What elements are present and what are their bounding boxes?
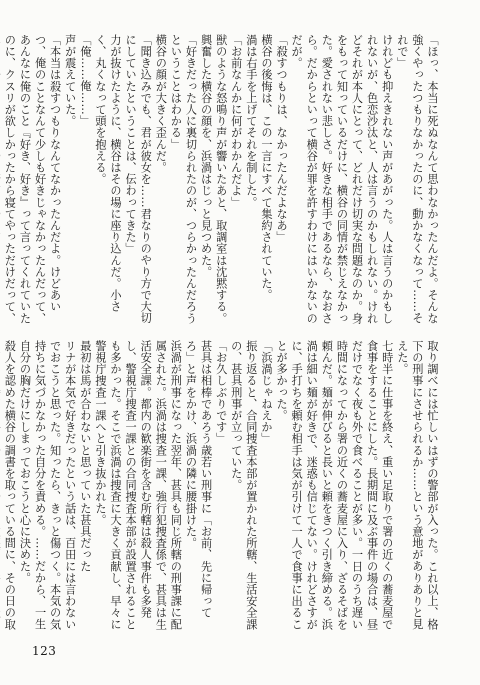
upper-text-column-block <box>3 34 440 330</box>
paragraph: 「殺すつもりは、なかったんだよなあ」 <box>275 34 289 243</box>
paragraph: 渦は右手を上げてそれを制した。 <box>244 34 258 208</box>
paragraph: 力が抜けたように、横谷はその場に座り込んだ。小さく、丸くなって頭を抱える。 <box>93 34 123 313</box>
paragraph: 「本当は殺すつもりなんてなかったんだよ。けどあいつ、俺のことなんて少しも好きじゃなかったんだって、あんなに俺のこと『好き、好き』って言ってくれていたのに、クスリが欲しかったから寝てやっただけだって、 <box>3 34 62 324</box>
paragraph: リナが本気で好きだったという話は、百田には言わないでおこうと思った。知ったら、きっと傷つく。本気の気持ちに気づかなかった自分を責める。……だから、一生自分の胸だけにしまっておこうと心に決めた。 <box>18 340 77 630</box>
paragraph: 取り調べには忙しいはずの警部が入った。これ以上、格下の刑事にさせられるか……という意地がありありと見えた。 <box>395 340 439 630</box>
paragraph: 甚具は相棒であろう歳若い刑事に「お前、先に帰ってろ」と声をかけ、浜渦の隣に腰掛けた。 <box>184 340 213 619</box>
paragraph: 振り返ると、合同捜査本部が置かれた所轄、生活安全課の、甚具刑事が立っていた。 <box>229 340 258 630</box>
paragraph: 横谷の顔が大きく歪んだ。 <box>154 34 168 174</box>
paragraph: 最初は馬が合わないと思っていた甚具だった <box>78 340 92 572</box>
paragraph: 横谷の後悔は、この一言にすべて集約されていた。 <box>259 34 273 301</box>
paragraph: 「好きだった人に裏切られたのが、つらかったんだろうということはわかる」 <box>169 34 198 324</box>
paragraph: 獣のような怒鳴り声が響いたあと、取調室は沈黙する。興奮した横谷の顔を、浜渦はじっと見つめた。 <box>199 34 228 324</box>
lower-text-column-block <box>3 340 440 630</box>
paragraph: 「お前なんかに何がわかんだよ」 <box>229 34 243 208</box>
paragraph: 浜渦が刑事になった翌年、甚具も同じ所轄の刑事課に配属された。浜渦は捜査一課、強行犯捜査係で、甚具は生活安全課。都内の歓楽街を含む所轄は殺人事件も多発し、警視庁捜査一課との合同捜査本部が設置されることも多かった。そこで浜渦は捜査に大きく貢献し、早々に警視庁捜査一課へと引き抜かれた。 <box>93 340 183 630</box>
paragraph: 「ほっ、本当に死ぬなんて思わなかったんだよ。そんな強くやったつもりなかったのに、動かなくなって……それで」 <box>395 34 439 324</box>
paragraph: けれども抑えきれない声があがった。人は言うのかもしれないが、色恋沙汰と、人は言うのかもしれない。けれどそれが本人にとって、どれだけ切実な問題なのか。身をもって知っているだけに、横谷の同情が禁じえなかった。愛されない悲しさ。好きな相手であるなら、なおさら。だからといって横谷が罪を許すわけにはいかないのだが。 <box>290 34 394 324</box>
paragraph: 声が震えていた。 <box>63 34 77 127</box>
paragraph: 七時半に仕事を終え、重い足取りで署の近くの蕎麦屋で食事をすることにした。長期間に及ぶ事件の場合は、昼だけでなく夜も外で食べることが多い。一日のうち遅い時間になってから署の近くの蕎麦屋に入り、ざるそばを頼んだ。麺が伸びると長いと頼をきつく引き締める。浜渦は細い麺が好きで、迷惑も信じてない。けれどさすがに、手打ちを頼む相手は気が引けて一人で食事に出ることが多かった。 <box>275 340 394 630</box>
paragraph: 殺人を認めた横谷の調書を取っている間に、その日の取 <box>3 340 17 630</box>
paragraph: 「聞き込みでも、君が彼女を……君なりのやり方で大切にしていたということは、伝わってきた」 <box>124 34 153 324</box>
paragraph: 「浜渦じゃねえか」 <box>259 340 273 445</box>
paragraph: 「俺……俺……」 <box>78 34 92 127</box>
paragraph: 「お久しぶりです」 <box>214 340 228 445</box>
page-number: 123 <box>32 644 57 658</box>
